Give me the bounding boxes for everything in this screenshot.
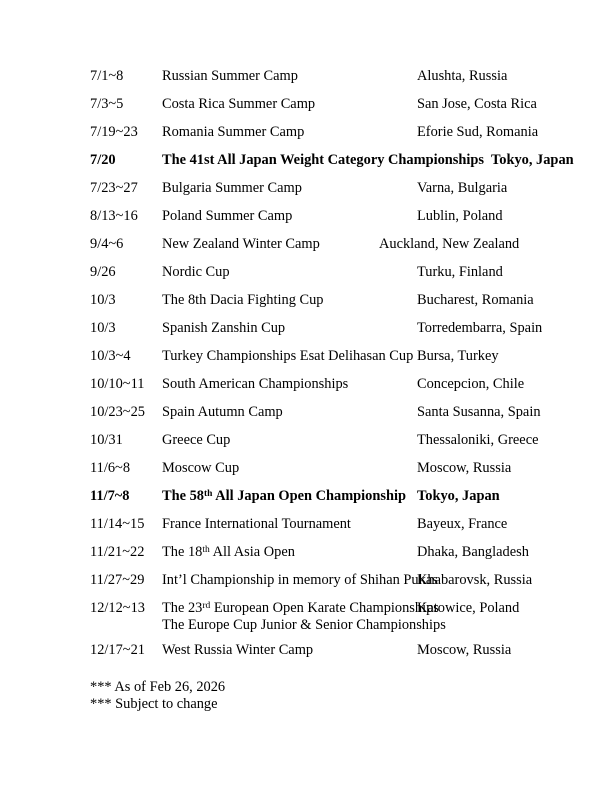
schedule-row [90, 264, 570, 281]
schedule-row [90, 572, 570, 589]
footnote-as-of-date: *** As of Feb 26, 2026 [90, 679, 226, 695]
schedule-row [90, 348, 570, 365]
event-name [162, 488, 406, 505]
event-name-line1: The 23rd European Open Karate Championships [162, 600, 439, 616]
event-date: 9/26 [90, 264, 116, 280]
event-name-text: All Japan Open Championship [212, 488, 406, 504]
event-name: Turkey Championships Esat Delihasan Cup [162, 348, 414, 364]
schedule-row [90, 600, 570, 634]
event-location: Khabarovsk, Russia [417, 572, 533, 588]
event-date: 11/7~8 [90, 488, 130, 504]
event-name: Nordic Cup [162, 264, 230, 280]
event-location: Eforie Sud, Romania [417, 124, 539, 140]
schedule-row-highlight [90, 152, 574, 169]
schedule-row-highlight [90, 488, 570, 505]
event-date: 9/4~6 [90, 236, 124, 252]
event-date: 8/13~16 [90, 208, 138, 224]
footnotes [90, 679, 225, 713]
ordinal-superscript: th [202, 544, 210, 555]
schedule-row [90, 544, 570, 561]
event-location: San Jose, Costa Rica [417, 96, 537, 112]
schedule-row [90, 516, 570, 533]
event-name: West Russia Winter Camp [162, 642, 314, 658]
event-location: Dhaka, Bangladesh [417, 544, 529, 560]
event-location: Moscow, Russia [417, 642, 512, 658]
event-name: Spanish Zanshin Cup [162, 320, 286, 336]
schedule-row [90, 432, 570, 449]
event-date: 11/27~29 [90, 572, 145, 588]
event-location: Turku, Finland [417, 264, 503, 280]
event-date: 10/3~4 [90, 348, 131, 364]
event-name: Spain Autumn Camp [162, 404, 283, 420]
schedule-row [90, 642, 570, 659]
event-date: 7/3~5 [90, 96, 124, 112]
event-date: 10/3 [90, 320, 116, 336]
event-name-text: All Asia Open [209, 544, 295, 560]
event-name [162, 600, 446, 634]
event-location: Alushta, Russia [417, 68, 508, 84]
event-name: Moscow Cup [162, 460, 240, 476]
schedule-row [90, 208, 570, 225]
event-date: 7/20 [90, 152, 116, 168]
event-name: Int’l Championship in memory of Shihan Pukas [162, 572, 438, 588]
schedule-row [90, 96, 570, 113]
event-name-text: The 18 [162, 544, 203, 560]
event-date: 10/10~11 [90, 376, 145, 392]
event-location: Bursa, Turkey [417, 348, 499, 364]
event-name-line2: The Europe Cup Junior & Senior Championships [162, 617, 446, 633]
schedule-row [90, 376, 570, 393]
schedule-row [90, 68, 570, 85]
event-location: Torredembarra, Spain [417, 320, 543, 336]
event-location: Auckland, New Zealand [379, 236, 520, 252]
schedule-row [90, 292, 570, 309]
event-location: Moscow, Russia [417, 460, 512, 476]
event-name: Greece Cup [162, 432, 231, 448]
event-date: 10/31 [90, 432, 123, 448]
ordinal-superscript: rd [202, 600, 211, 611]
event-name [162, 152, 574, 169]
event-date: 12/17~21 [90, 642, 145, 658]
event-name-text: The 41st All Japan Weight Category Championships [162, 152, 484, 168]
event-location: Bayeux, France [417, 516, 508, 532]
event-name: France International Tournament [162, 516, 351, 532]
event-name: Costa Rica Summer Camp [162, 96, 316, 112]
event-location: Santa Susanna, Spain [417, 404, 541, 420]
event-name: Russian Summer Camp [162, 68, 298, 84]
event-date: 10/23~25 [90, 404, 145, 420]
event-name-text: The 58 [162, 488, 204, 504]
event-date: 11/6~8 [90, 460, 131, 476]
event-location: Lublin, Poland [417, 208, 503, 224]
schedule-row [90, 404, 570, 421]
event-name: Romania Summer Camp [162, 124, 305, 140]
event-location: Tokyo, Japan [490, 152, 574, 168]
event-location: Tokyo, Japan [417, 488, 500, 504]
event-date: 10/3 [90, 292, 116, 308]
schedule-row [90, 320, 570, 337]
event-name [162, 544, 295, 561]
ordinal-superscript: th [203, 488, 213, 499]
schedule-row [90, 180, 570, 197]
event-date: 7/1~8 [90, 68, 124, 84]
event-name: Bulgaria Summer Camp [162, 180, 302, 196]
event-name: South American Championships [162, 376, 349, 392]
event-name: Poland Summer Camp [162, 208, 293, 224]
event-date: 11/21~22 [90, 544, 145, 560]
event-location: Varna, Bulgaria [417, 180, 508, 196]
event-name: New Zealand Winter Camp [162, 236, 320, 252]
schedule-row [90, 460, 570, 477]
event-location: Katowice, Poland [417, 600, 520, 616]
schedule-row [90, 236, 570, 253]
event-location: Bucharest, Romania [417, 292, 534, 308]
event-date: 11/14~15 [90, 516, 145, 532]
event-date: 7/23~27 [90, 180, 138, 196]
event-location: Thessaloniki, Greece [417, 432, 539, 448]
event-name: The 8th Dacia Fighting Cup [162, 292, 324, 308]
schedule-row [90, 124, 570, 141]
event-date: 12/12~13 [90, 600, 145, 616]
footnote-subject-to-change: *** Subject to change [90, 696, 218, 712]
event-location: Concepcion, Chile [417, 376, 525, 392]
event-date: 7/19~23 [90, 124, 138, 140]
